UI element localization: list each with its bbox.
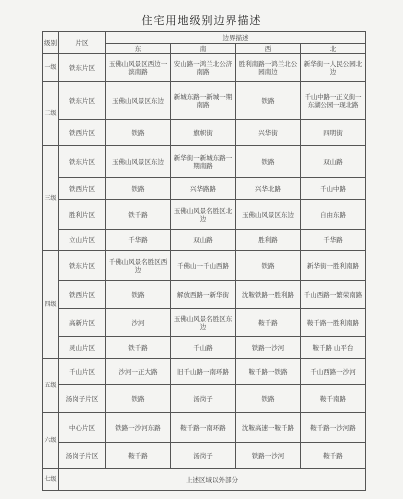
district-cell: 高新片区 [59,309,106,337]
north-cell: 千华路 [301,230,366,251]
east-cell: 玉佛山风景区东边 [106,146,171,178]
table-row [43,178,366,200]
header-east: 东 [106,44,171,54]
grade-cell: 七级 [43,469,59,491]
table-row [43,82,366,120]
east-cell: 铁路 [106,178,171,200]
remainder-cell: 上述区域以外部分 [59,469,366,491]
east-cell: 铁千路 [106,200,171,230]
north-cell: 鞍千南路 [301,385,366,413]
east-cell: 铁千路 [106,337,171,359]
west-cell: 沈鞍铁路一胜利路 [236,281,301,309]
west-cell: 玉佛山风景区东边 [236,200,301,230]
east-cell: 沙河一正大路 [106,359,171,385]
grade-cell: 五级 [43,359,59,413]
west-cell: 铁路一沙河 [236,443,301,469]
north-cell: 自由东路 [301,200,366,230]
north-cell: 千山中路 [301,178,366,200]
east-cell: 玉佛山风景区东边 [106,82,171,120]
west-cell: 沈鞍高速一鞍千路 [236,413,301,443]
district-cell: 铁东片区 [59,82,106,120]
east-cell: 玉佛山风景区西边一滨南路 [106,54,171,82]
south-cell: 安山路一鸿兰北公济南路 [171,54,236,82]
south-cell: 旗帜街 [171,120,236,146]
east-cell: 铁路 [106,120,171,146]
south-cell: 千佛山一千山西路 [171,251,236,281]
south-cell: 解放西路一新华街 [171,281,236,309]
header-boundary: 边界描述 [106,32,366,44]
north-cell: 千山中路一正义街一东湖公园一现北路 [301,82,366,120]
north-cell: 四明街 [301,120,366,146]
east-cell: 铁路一沙河东路 [106,413,171,443]
district-cell: 胜利片区 [59,200,106,230]
west-cell: 鞍千路一铁路 [236,359,301,385]
west-cell: 铁路 [236,82,301,120]
west-cell: 铁路 [236,146,301,178]
grade-cell: 一级 [43,54,59,82]
table-row [43,146,366,178]
south-cell: 旧千山路一南环路 [171,359,236,385]
table-row [43,359,366,385]
table-row [43,230,366,251]
table-row [43,413,366,443]
west-cell: 铁路 [236,251,301,281]
table-row [43,120,366,146]
south-cell: 玉佛山风景名胜区北边 [171,200,236,230]
header-south: 南 [171,44,236,54]
table-row [43,251,366,281]
east-cell: 沙河 [106,309,171,337]
table-row [43,54,366,82]
north-cell: 千山西路一沙河 [301,359,366,385]
table-row [43,200,366,230]
district-cell: 汤岗子片区 [59,385,106,413]
north-cell: 鞍千路一沙河路 [301,413,366,443]
east-cell: 千佛山风景名胜区西边 [106,251,171,281]
district-cell: 千山片区 [59,359,106,385]
table-row [43,443,366,469]
west-cell: 胜利南路一鸿兰北公园南边 [236,54,301,82]
district-cell: 立山片区 [59,230,106,251]
district-cell: 铁东片区 [59,251,106,281]
grade-cell: 三级 [43,146,59,251]
south-cell: 双山路 [171,230,236,251]
boundary-table [42,31,366,491]
west-cell: 兴华街 [236,120,301,146]
header-north: 北 [301,44,366,54]
west-cell: 兴华北路 [236,178,301,200]
district-cell: 铁西片区 [59,178,106,200]
district-cell: 灵山片区 [59,337,106,359]
south-cell: 玉佛山风景名胜区东边 [171,309,236,337]
table-row [43,385,366,413]
north-cell: 鞍千路 山平台 [301,337,366,359]
west-cell: 胜利路 [236,230,301,251]
north-cell: 新华街一胜利南路 [301,251,366,281]
district-cell: 铁东片区 [59,54,106,82]
north-cell: 新华街一人民公园北边 [301,54,366,82]
south-cell: 兴华路路 [171,178,236,200]
east-cell: 铁路 [106,385,171,413]
south-cell: 鞍千路一南环路 [171,413,236,443]
page-title: 住宅用地级别边界描述 [141,14,262,27]
district-cell: 中心片区 [59,413,106,443]
district-cell: 汤岗子片区 [59,443,106,469]
west-cell: 铁路一沙河 [236,337,301,359]
header-district: 片区 [59,32,106,54]
header-west: 西 [236,44,301,54]
table-row [43,309,366,337]
district-cell: 铁东片区 [59,146,106,178]
district-cell: 铁西片区 [59,281,106,309]
north-cell: 双山路 [301,146,366,178]
south-cell: 汤岗子 [171,443,236,469]
north-cell: 鞍千路一胜利南路 [301,309,366,337]
south-cell: 千山路 [171,337,236,359]
table-row [43,469,366,491]
grade-cell: 四级 [43,251,59,359]
north-cell: 鞍千路 [301,443,366,469]
west-cell: 鞍千路 [236,309,301,337]
header-grade: 级别 [43,32,59,54]
east-cell: 鞍千路 [106,443,171,469]
table-row [43,281,366,309]
east-cell: 千华路 [106,230,171,251]
grade-cell: 六级 [43,413,59,469]
south-cell: 汤岗子 [171,385,236,413]
south-cell: 新华街一新城东路一期南路 [171,146,236,178]
north-cell: 千山西路一繁荣南路 [301,281,366,309]
east-cell: 铁路 [106,281,171,309]
grade-cell: 二级 [43,82,59,146]
table-row [43,337,366,359]
west-cell: 铁路 [236,385,301,413]
district-cell: 铁西片区 [59,120,106,146]
south-cell: 新城东路一新城一期南路 [171,82,236,120]
